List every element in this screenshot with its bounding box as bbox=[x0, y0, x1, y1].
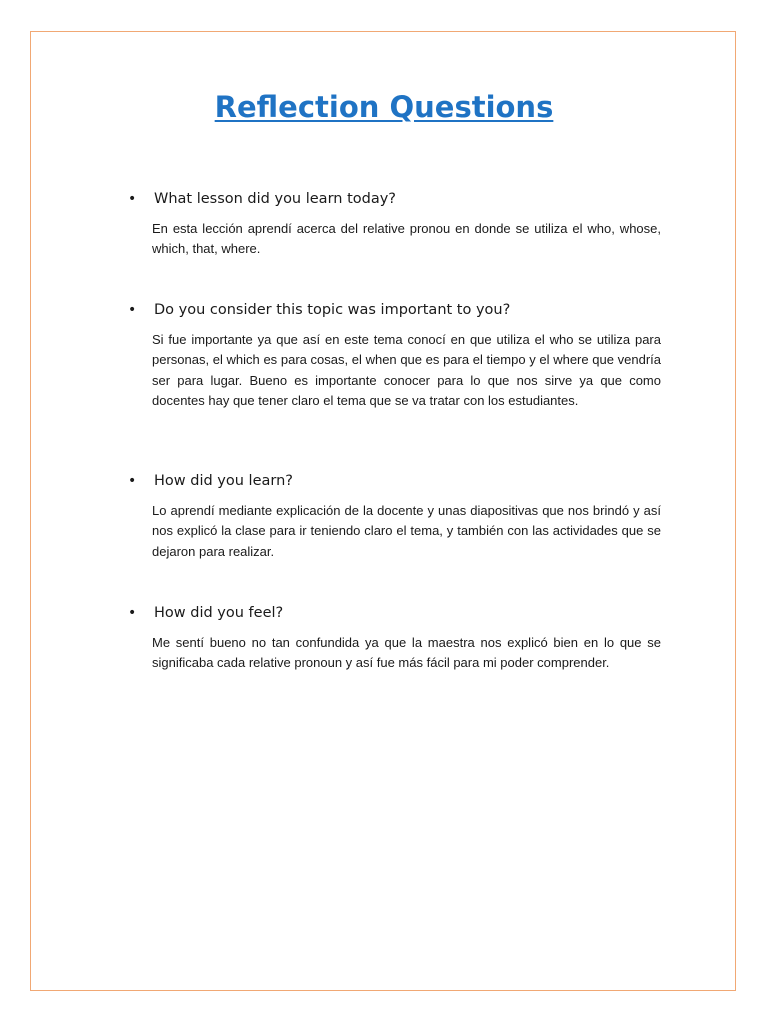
question-text: What lesson did you learn today? bbox=[154, 191, 396, 207]
qa-item-importance bbox=[126, 301, 661, 412]
qa-item-lesson bbox=[126, 190, 661, 260]
bullet-icon: • bbox=[128, 473, 137, 489]
question-row bbox=[126, 472, 661, 491]
answer-text: En esta lección aprendí acerca del relative pronou en donde se utiliza el who, whose, which, that, where. bbox=[152, 220, 661, 257]
bullet-icon: • bbox=[128, 191, 137, 207]
question-text: How did you feel? bbox=[154, 605, 284, 621]
question-row bbox=[126, 190, 661, 209]
question-row bbox=[126, 604, 661, 623]
question-text: How did you learn? bbox=[154, 473, 293, 489]
page-title: Reflection Questions bbox=[214, 90, 554, 124]
question-row bbox=[126, 301, 661, 320]
bullet-icon: • bbox=[128, 605, 137, 621]
qa-item-feeling bbox=[126, 604, 661, 674]
answer-text: Si fue importante ya que así en este tema conocí en que utiliza el who se utiliza para personas, el which es para cosas, el when que es para el tiempo y el where que vendría ser para lugar. Bueno es importante conocer para lo que nos sirve ya que como docentes hay que tener claro el tema que se va tratar con los estudiantes. bbox=[152, 331, 661, 409]
qa-item-how-learn bbox=[126, 472, 661, 562]
question-text: Do you consider this topic was important to you? bbox=[154, 302, 511, 318]
answer-text: Me sentí bueno no tan confundida ya que la maestra nos explicó bien en lo que se significaba cada relative pronoun y así fue más fácil para mi poder comprender. bbox=[152, 634, 661, 671]
bullet-icon: • bbox=[128, 302, 137, 318]
answer-text: Lo aprendí mediante explicación de la docente y unas diapositivas que nos brindó y así nos explicó la clase para ir teniendo claro el tema, y también con las actividades que se dejaron para realizar. bbox=[152, 502, 661, 559]
